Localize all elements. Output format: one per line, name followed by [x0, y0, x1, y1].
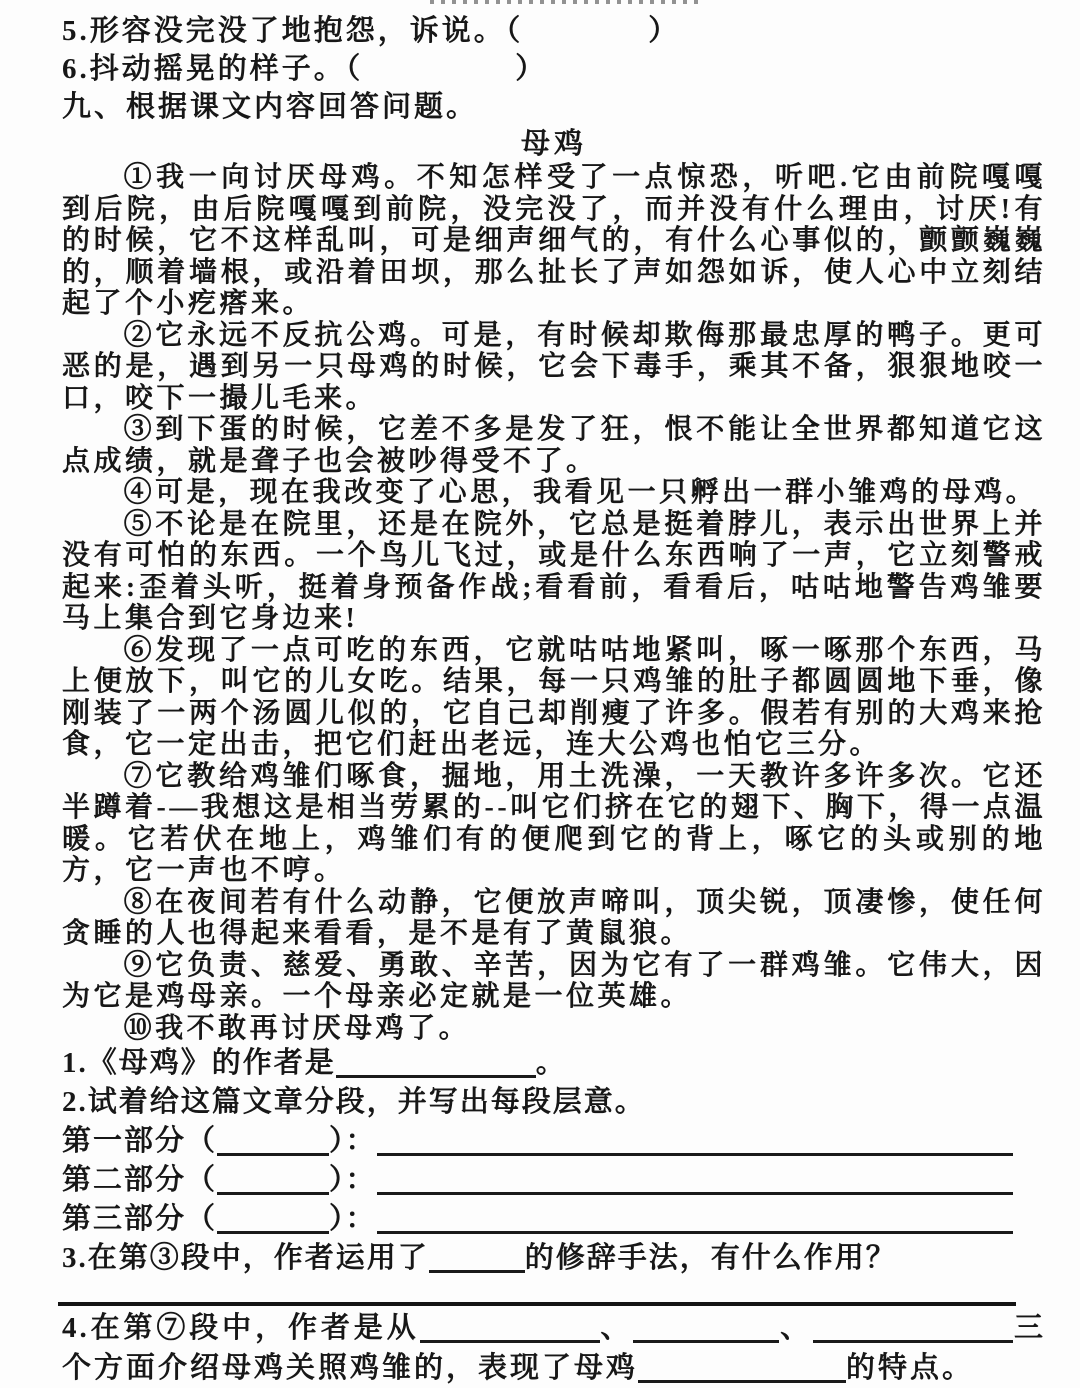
blank-underline	[429, 1266, 525, 1273]
passage-paragraph: ⑩我不敢再讨厌母鸡了。	[123, 1012, 471, 1044]
passage-title: 母鸡	[520, 128, 587, 160]
text-run: ）：	[329, 1203, 377, 1235]
text-run: 第一部分（	[62, 1125, 218, 1157]
text-run: ）：	[329, 1164, 377, 1196]
text-run: 、	[599, 1312, 634, 1344]
paren-gap	[523, 38, 648, 40]
passage-paragraph: ⑨它负责、慈爱、勇敢、辛苦，因为它有了一群鸡雏。它伟大，因为它是鸡母亲。一个母亲必定就是一位英雄。	[62, 949, 1046, 1012]
text-run: 第三部分（	[62, 1203, 218, 1235]
passage	[62, 162, 1046, 1044]
question-3	[62, 1239, 1046, 1278]
text-run: 4.在第⑦段中，作者是从	[62, 1312, 420, 1344]
question-1	[62, 1044, 1046, 1083]
blank-underline	[420, 1336, 600, 1343]
blank-underline	[377, 1188, 1013, 1195]
part-one-row	[62, 1122, 1046, 1161]
text-run: 的修辞手法，有什么作用？	[524, 1242, 897, 1274]
question-4	[62, 1308, 1046, 1388]
passage-paragraph: ③到下蛋的时候，它差不多是发了狂，恨不能让全世界都知道它这点成绩，就是聋子也会被吵得受不了。	[62, 414, 1046, 477]
cropped-text-fragment	[430, 0, 698, 4]
passage-paragraph: ⑦它教给鸡雏们啄食，掘地，用土洗澡，一天教许多许多次。它还半蹲着-—我想这是相当劳累的--叫它们挤在它的翅下、胸下，得一点温暖。它若伏在地上，鸡雏们有的便爬到它的背上，啄它的头或别的地方，它一声也不哼。	[62, 760, 1046, 886]
passage-paragraph: ②它永远不反抗公鸡。可是，有时候却欺侮那最忠厚的鸭子。更可恶的是，遇到另一只母鸡的时候，它会下毒手，乘其不备，狠狠地咬一口，咬下一撮儿毛来。	[62, 319, 1046, 414]
vocab-item-5	[62, 12, 1046, 50]
blank-underline	[633, 1336, 779, 1343]
passage-paragraph: ④可是，现在我改变了心思，我看见一只孵出一群小雏鸡的母鸡。	[123, 477, 1038, 508]
blank-underline	[336, 1071, 536, 1078]
blank-underline	[217, 1188, 329, 1195]
part-two-row	[62, 1161, 1046, 1200]
passage-paragraph: ⑤不论是在院里，还是在院外，它总是挺着脖儿，表示出世界上并没有可怕的东西。一个鸟儿飞过，或是什么东西响了一声，它立刻警戒起来:歪着头听，挺着身预备作战;看看前，看看后，咕咕地警告鸡雏要马上集合到它身边来!	[62, 508, 1046, 634]
paren-gap	[363, 76, 515, 78]
text-run: 、	[779, 1312, 814, 1344]
blank-underline	[217, 1149, 329, 1156]
blank-underline	[638, 1376, 846, 1383]
question-2: 2.试着给这篇文章分段，并写出每段层意。	[62, 1086, 646, 1118]
blank-underline	[377, 1227, 1013, 1234]
vocab-item-6	[62, 50, 1046, 88]
text-run: 5.形容没完没了地抱怨，诉说。（	[62, 15, 524, 47]
section-nine-heading: 九、根据课文内容回答问题。	[62, 91, 479, 123]
text-run: 6.抖动摇晃的样子。（	[62, 53, 364, 85]
question-3-answer-line	[58, 1302, 1016, 1306]
blank-underline	[217, 1227, 329, 1234]
text-run: 3.在第③段中，作者运用了	[62, 1242, 429, 1274]
passage-paragraph: ⑥发现了一点可吃的东西，它就咕咕地紧叫，啄一啄那个东西，马上便放下，叫它的儿女吃。结果，每一只鸡雏的肚子都圆圆地下垂，像刚装了一两个汤圆儿似的，它自己却削瘦了许多。假若有别的大鸡来抢食，它一定出击，把它们赶出老远，连大公鸡也怕它三分。	[62, 634, 1046, 760]
passage-paragraph: ①我一向讨厌母鸡。不知怎样受了一点惊恐，听吧.它由前院嘎嘎到后院，由后院嘎嘎到前院，没完没了，而并没有什么理由，讨厌!有的时候，它不这样乱叫，可是细声细气的，有什么心事似的，颤颤巍巍的，顺着墙根，或沿着田坝，那么扯长了声如怨如诉，使人心中立刻结起了个小疙瘩来。	[62, 162, 1046, 319]
text-run: 1.《母鸡》的作者是	[62, 1047, 336, 1079]
text-run: 三个方面介绍母鸡关照鸡雏的，表现了母鸡	[62, 1312, 1046, 1384]
text-run: ）	[648, 15, 681, 47]
text-run: 第二部分（	[62, 1164, 218, 1196]
part-three-row	[62, 1200, 1046, 1239]
blank-underline	[377, 1149, 1013, 1156]
text-run: 。	[535, 1047, 567, 1079]
text-run: ）	[515, 53, 548, 85]
text-run: ）：	[329, 1125, 377, 1157]
passage-paragraph: ⑧在夜间若有什么动静，它便放声啼叫，顶尖锐，顶凄惨，使任何贪睡的人也得起来看看，是不是有了黄鼠狼。	[62, 886, 1046, 949]
text-run: 的特点。	[846, 1352, 975, 1384]
blank-underline	[813, 1336, 1013, 1343]
